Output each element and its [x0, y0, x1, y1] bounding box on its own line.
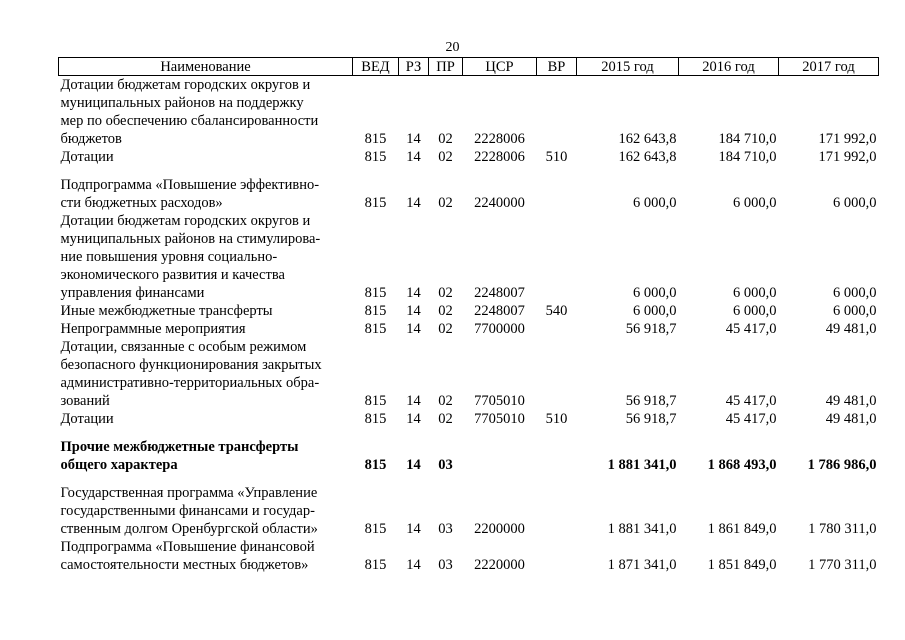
cell-name	[59, 212, 353, 302]
cell-pr: 02	[438, 411, 453, 427]
cell-vr	[537, 166, 577, 212]
name-line: Непрограммные мероприятия	[60, 321, 246, 337]
cell-name	[59, 302, 353, 320]
header-name: Наименование	[59, 58, 353, 76]
cell-name	[59, 474, 353, 538]
cell-vr: 510	[545, 411, 568, 427]
cell-pr: 03	[438, 557, 453, 573]
header-2017: 2017 год	[779, 58, 879, 76]
cell-2016: 1 861 849,0	[707, 521, 777, 537]
cell-pr: 02	[438, 321, 453, 337]
cell-2015: 162 643,8	[618, 131, 677, 147]
cell-rz: 14	[406, 457, 421, 473]
header-csr: ЦСР	[463, 58, 537, 76]
cell-pr: 02	[438, 195, 453, 211]
cell-2016: 45 417,0	[725, 321, 777, 337]
cell-name	[59, 538, 353, 574]
cell-rz: 14	[406, 393, 421, 409]
cell-2015: 6 000,0	[633, 285, 677, 301]
cell-2016: 6 000,0	[733, 285, 777, 301]
cell-2016: 6 000,0	[733, 303, 777, 319]
name-line: государственными финансами и государ-	[60, 503, 315, 519]
cell-2017: 49 481,0	[825, 411, 877, 427]
cell-2015: 1 881 341,0	[607, 521, 677, 537]
cell-ved: 815	[364, 393, 387, 409]
cell-vr	[537, 474, 577, 538]
cell-csr: 2220000	[474, 557, 525, 573]
cell-rz: 14	[406, 195, 421, 211]
name-line: сти бюджетных расходов»	[60, 195, 223, 211]
table-row	[59, 428, 879, 474]
name-line: муниципальных районов на поддержку	[60, 95, 304, 111]
table-row	[59, 410, 879, 428]
cell-ved: 815	[364, 303, 387, 319]
name-line: бюджетов	[60, 131, 122, 147]
cell-name	[59, 338, 353, 410]
cell-2017: 1 786 986,0	[807, 457, 877, 473]
name-line: экономического развития и качества	[60, 267, 285, 283]
cell-2016: 1 851 849,0	[707, 557, 777, 573]
cell-2016: 45 417,0	[725, 411, 777, 427]
table-row	[59, 302, 879, 320]
cell-2016: 184 710,0	[718, 131, 777, 147]
cell-vr	[537, 320, 577, 338]
name-line: муниципальных районов на стимулирова-	[60, 231, 321, 247]
table-row	[59, 148, 879, 166]
budget-table	[58, 57, 879, 574]
name-line: управления финансами	[60, 285, 205, 301]
cell-2017: 171 992,0	[818, 149, 877, 165]
cell-ved: 815	[364, 195, 387, 211]
table-row	[59, 538, 879, 574]
cell-pr: 02	[438, 303, 453, 319]
cell-2015: 6 000,0	[633, 303, 677, 319]
table-row	[59, 212, 879, 302]
cell-2017: 1 770 311,0	[808, 557, 877, 573]
cell-name	[59, 320, 353, 338]
cell-2015: 1 871 341,0	[607, 557, 677, 573]
cell-2017: 6 000,0	[833, 303, 877, 319]
header-rz: РЗ	[399, 58, 429, 76]
cell-ved: 815	[364, 149, 387, 165]
cell-rz: 14	[406, 411, 421, 427]
cell-csr: 2200000	[474, 521, 525, 537]
cell-vr	[537, 428, 577, 474]
table-body	[59, 76, 879, 575]
cell-ved: 815	[364, 457, 387, 473]
cell-ved: 815	[364, 557, 387, 573]
header-ved: ВЕД	[353, 58, 399, 76]
cell-csr: 7705010	[474, 411, 525, 427]
cell-vr: 540	[545, 303, 568, 319]
name-line: Дотации	[60, 411, 114, 427]
cell-2015: 1 881 341,0	[607, 457, 677, 473]
cell-2017: 6 000,0	[833, 195, 877, 211]
cell-rz: 14	[406, 557, 421, 573]
name-line: Государственная программа «Управление	[60, 485, 318, 501]
name-line: Подпрограмма «Повышение эффективно-	[60, 177, 320, 193]
cell-csr	[463, 428, 537, 474]
cell-rz: 14	[406, 285, 421, 301]
cell-vr	[537, 338, 577, 410]
table-row	[59, 474, 879, 538]
cell-pr: 02	[438, 285, 453, 301]
name-line: Дотации, связанные с особым режимом	[60, 339, 307, 355]
cell-rz: 14	[406, 321, 421, 337]
header-vr: ВР	[537, 58, 577, 76]
name-line: общего характера	[60, 457, 178, 473]
cell-vr	[537, 538, 577, 574]
page-number: 20	[445, 40, 460, 55]
cell-2016: 1 868 493,0	[707, 457, 777, 473]
cell-2015: 56 918,7	[625, 393, 677, 409]
cell-vr	[537, 76, 577, 149]
cell-pr: 02	[438, 149, 453, 165]
name-line: административно-территориальных обра-	[60, 375, 320, 391]
cell-rz: 14	[406, 521, 421, 537]
name-line: самостоятельности местных бюджетов»	[60, 557, 309, 573]
cell-2015: 56 918,7	[625, 321, 677, 337]
cell-pr: 03	[438, 521, 453, 537]
cell-ved: 815	[364, 131, 387, 147]
name-line: Дотации бюджетам городских округов и	[60, 77, 311, 93]
cell-2017: 171 992,0	[818, 131, 877, 147]
cell-ved: 815	[364, 285, 387, 301]
cell-2016: 45 417,0	[725, 393, 777, 409]
cell-2017: 6 000,0	[833, 285, 877, 301]
cell-csr: 2240000	[474, 195, 525, 211]
cell-vr: 510	[545, 149, 568, 165]
cell-ved: 815	[364, 411, 387, 427]
cell-vr	[537, 212, 577, 302]
cell-ved: 815	[364, 521, 387, 537]
name-line: Подпрограмма «Повышение финансовой	[60, 539, 315, 555]
cell-pr: 03	[438, 457, 453, 473]
cell-2015: 162 643,8	[618, 149, 677, 165]
cell-csr: 2248007	[474, 285, 525, 301]
table-row	[59, 338, 879, 410]
cell-csr: 7705010	[474, 393, 525, 409]
cell-name	[59, 76, 353, 149]
cell-ved: 815	[364, 321, 387, 337]
cell-pr: 02	[438, 131, 453, 147]
name-line: Дотации	[60, 149, 114, 165]
table-row	[59, 76, 879, 149]
name-line: зований	[60, 393, 110, 409]
header-2016: 2016 год	[679, 58, 779, 76]
name-line: мер по обеспечению сбалансированности	[60, 113, 319, 129]
name-line: безопасного функционирования закрытых	[60, 357, 322, 373]
header-2015: 2015 год	[577, 58, 679, 76]
cell-csr: 2248007	[474, 303, 525, 319]
cell-2017: 1 780 311,0	[808, 521, 877, 537]
table-header-row	[59, 58, 879, 76]
table-row	[59, 166, 879, 212]
cell-name	[59, 410, 353, 428]
cell-2017: 49 481,0	[825, 321, 877, 337]
cell-name	[59, 166, 353, 212]
cell-rz: 14	[406, 131, 421, 147]
name-line: Прочие межбюджетные трансферты	[60, 439, 299, 455]
cell-2016: 184 710,0	[718, 149, 777, 165]
cell-rz: 14	[406, 303, 421, 319]
cell-2016: 6 000,0	[733, 195, 777, 211]
cell-pr: 02	[438, 393, 453, 409]
cell-name	[59, 428, 353, 474]
header-pr: ПР	[429, 58, 463, 76]
cell-rz: 14	[406, 149, 421, 165]
cell-csr: 7700000	[474, 321, 525, 337]
cell-csr: 2228006	[474, 149, 525, 165]
cell-2015: 6 000,0	[633, 195, 677, 211]
cell-2017: 49 481,0	[825, 393, 877, 409]
cell-csr: 2228006	[474, 131, 525, 147]
name-line: Иные межбюджетные трансферты	[60, 303, 273, 319]
name-line: ние повышения уровня социально-	[60, 249, 278, 265]
cell-name	[59, 148, 353, 166]
cell-2015: 56 918,7	[625, 411, 677, 427]
name-line: Дотации бюджетам городских округов и	[60, 213, 311, 229]
table-row	[59, 320, 879, 338]
name-line: ственным долгом Оренбургской области»	[60, 521, 318, 537]
